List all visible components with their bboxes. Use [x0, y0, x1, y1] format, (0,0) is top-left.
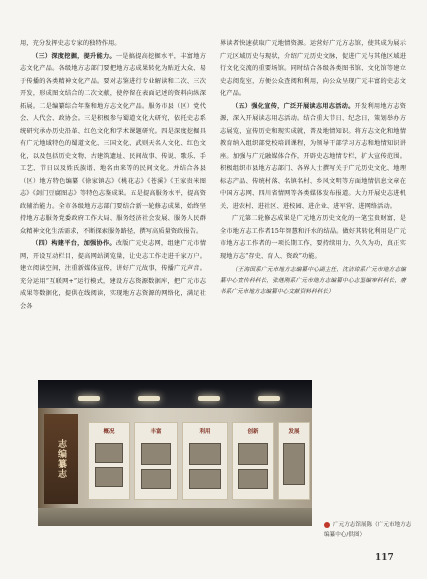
exhibit-panel — [88, 422, 130, 500]
exhibit-panel-title: 概况 — [103, 429, 115, 435]
exhibit-frame — [141, 469, 171, 489]
ceiling-lamp — [138, 396, 160, 401]
page-number: 117 — [375, 553, 394, 563]
exhibit-panel — [134, 422, 178, 500]
section-heading-4: （四）构建平台，加强协作。 — [32, 240, 116, 247]
left-paragraph-2 — [20, 51, 206, 239]
left-column — [20, 38, 206, 313]
caption-bullet-icon — [324, 522, 330, 528]
right-paragraph-2 — [220, 101, 406, 214]
right-paragraph-1: 界读者快速获取广元地情资源。运营好广元方志馆，使其成为展示广元区域历史与现状，介绍广元历史文脉，促进广元与其他区域进行文化交流的重要场馆。同时结合各级各类图书馆、文化馆等建立史志阅览室，方便公众查阅和利用，向公众呈现广元丰富的史志文化产品。 — [220, 40, 406, 97]
caption-text: 广元方志馆展陈（广元市地方志编纂中心/供图） — [324, 522, 412, 538]
right-column — [220, 38, 406, 298]
exhibit-frame — [141, 443, 171, 465]
exhibit-frame — [238, 469, 268, 489]
exhibit-sign: 志编纂志 — [44, 414, 78, 504]
photo-ceiling — [38, 380, 312, 408]
exhibit-frame — [238, 443, 268, 465]
ceiling-lamp — [198, 396, 220, 401]
photo-floor — [38, 508, 312, 526]
exhibit-panel-title: 发展 — [288, 429, 300, 435]
photo-caption — [324, 520, 414, 540]
ceiling-lamp — [258, 396, 280, 401]
section-body-5: 开发利用地方志资源，深入开展读志用志活动。结合重大节日、纪念日，策划举办方志展览，宣传历史和现实成就，普及地情知识。将方志文化和地情教育纳入组织部党校培训课程，为领导干部学习方志和地情知识讲座。加强与广元融媒体合作，开辟史志地情专栏，扩大宣传范围。积极组织市县地方志部门、各界人士撰写关于广元历史文化、地理标志产品、传统村落、名镇名村、乡风文明等方面地情信息文章在中国方志网、四川省情网等各类媒体发布报道。大力开展史志进机关、进农村、进社区、进校园、进企业、进军营、进网络活动。 — [220, 102, 406, 210]
exhibit-frame — [189, 469, 221, 489]
exhibit-frame — [95, 467, 123, 487]
exhibit-panel-title: 丰富 — [150, 429, 162, 435]
section-heading-3: （三）深度挖掘，提升能力。 — [32, 52, 116, 60]
exhibition-photo — [38, 380, 312, 526]
section-heading-5: （五）强化宣传，广泛开展读志用志活动。 — [232, 102, 355, 110]
section-body-4: 改版广元史志网，组建广元市情网，开设互动栏目，提高网站浏览量，让史志工作走进千家万户。建立阅读空间，注重新媒体宣传，讲好广元故事，传播广元声音。充分运用“互联网+”运行模式，建设方志资源数据库，把广元市志成果等数据化，提供在线阅读，实现地方志资源的网络化，满足社会各 — [20, 240, 206, 310]
author-note: （王海国系广元市地方志编纂中心副主任，沈洁琼系广元市地方志编纂中心宣传科科长，张继刚系广元市地方志编纂中心志鉴编审科科长，唐书系广元市地方志编纂中心文献资料科科长） — [220, 267, 406, 295]
right-paragraph-3: 广元第二轮修志成果是广元地方历史文化的一笔宝贵财富，是全市地方志工作者15年智慧和汗水的结晶。做好其转化利用是广元市地方志工作者的一项长期工作，要持续用力、久久为功，真正实现地方志“存史、育人、资政”功能。 — [220, 215, 406, 260]
exhibit-panel-title: 利用 — [199, 429, 211, 435]
exhibit-frame — [189, 443, 221, 465]
exhibit-panel — [232, 422, 274, 500]
exhibit-frame — [95, 443, 123, 463]
section-body-3: 一是搞提高挖掘水平，丰富地方志文化产品。各级地方志部门要把地方志成果转化为贴近大众、易于传播的各类精神文化产品。要对志鉴进行专业解读和二次、三次开发，形成图文结合的二次文献，使停留在表面记述的资料向纵深拓展。二是编纂综合年鉴和地方志文化产品。服务市县（区）党代会、人代会、政协会。三是积极参与蜀道文化大研究，依托史志系统研究承办历史沿革、红色文化和学术课题研究。四是深度挖掘具有广元地域特色的蜀道文化、三国文化、武则天名人文化、红色文化，以及包括历史文物、古建筑遗址、民间故事、传说、歌乐、手工艺、节日以及姓氏族谱、地名由来等的民间文化。并结合各县（区）地方特色编纂《徐家镇志》《桃花志》《苍溪》《王家贵米图志》《剑门豆腐图志》等特色志鉴成果。五是提高服务水平，提高资政辅治能力。全市各级地方志部门要结合新一轮修志成果，始终坚持地方志服务党委政府工作大局、服务经济社会发展、服务人民群众精神文化生活需求，不断探索服务路径，撰写高质量资政报告。 — [20, 52, 206, 235]
ceiling-lamp — [78, 396, 100, 401]
exhibit-panel — [278, 422, 310, 500]
left-paragraph-1: 用，充分发挥史志专家的独特作用。 — [20, 40, 121, 47]
exhibit-frame — [283, 443, 305, 485]
left-paragraph-3 — [20, 238, 206, 313]
exhibit-panel — [182, 422, 228, 500]
exhibit-panel-title: 创新 — [247, 429, 259, 435]
